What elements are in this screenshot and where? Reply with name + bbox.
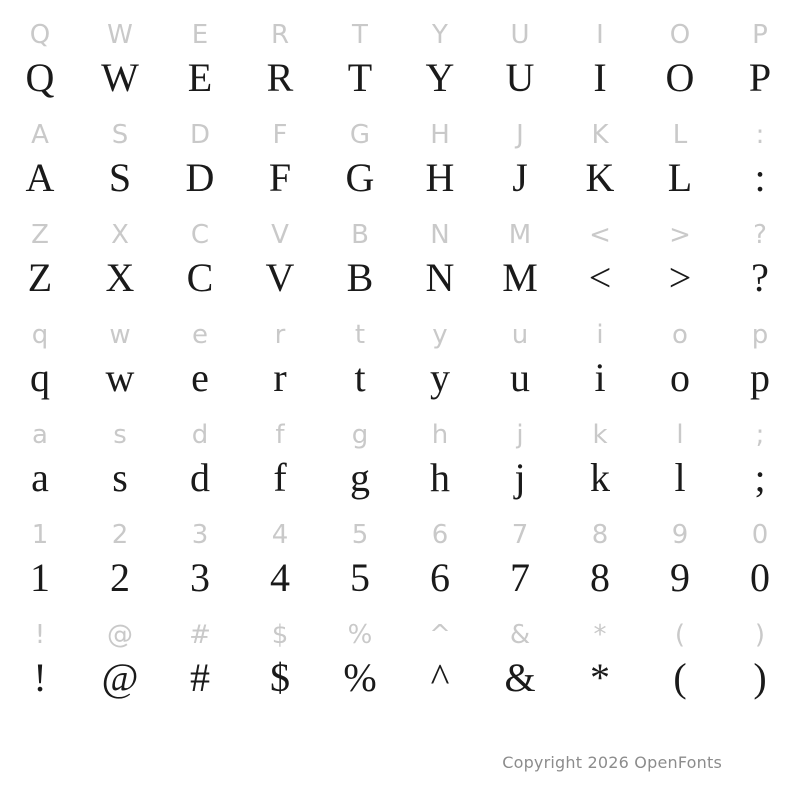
glyph-cell: K — [585, 155, 615, 200]
glyph-cell: O — [669, 20, 691, 50]
glyph-cell: l — [676, 420, 684, 450]
glyph-cell: @ — [101, 655, 139, 700]
glyph-cell: r — [273, 355, 287, 400]
glyph-cell: p — [750, 355, 770, 400]
copyright-notice: Copyright 2026 OpenFonts — [502, 753, 722, 772]
glyph-cell: N — [425, 255, 455, 300]
glyph-cell: 0 — [751, 520, 769, 550]
glyph-cell: e — [192, 320, 208, 350]
glyph-row-specimen — [0, 250, 800, 300]
glyph-cell: f — [275, 420, 285, 450]
glyph-cell: P — [748, 55, 772, 100]
glyph-cell: E — [187, 55, 213, 100]
glyph-cell: > — [669, 220, 691, 250]
glyph-cell: M — [502, 255, 538, 300]
glyph-cell: 6 — [430, 555, 450, 600]
glyph-cell: F — [272, 120, 288, 150]
glyph-row-specimen — [0, 350, 800, 400]
glyph-cell: B — [346, 255, 374, 300]
glyph-cell: Q — [29, 20, 51, 50]
glyph-cell: @ — [107, 620, 133, 650]
glyph-cell: * — [593, 620, 607, 650]
glyph-cell: e — [191, 355, 209, 400]
glyph-cell: # — [190, 655, 210, 700]
glyph-cell: a — [32, 420, 48, 450]
glyph-cell: T — [352, 20, 368, 50]
glyph-cell: y — [430, 355, 450, 400]
glyph-cell: 8 — [591, 520, 609, 550]
glyph-cell: ? — [753, 220, 767, 250]
glyph-row-label — [0, 300, 800, 350]
glyph-row-specimen — [0, 550, 800, 600]
glyph-cell: ! — [34, 620, 46, 650]
glyph-cell: D — [189, 120, 211, 150]
glyph-cell: ? — [751, 255, 769, 300]
glyph-cell: E — [191, 20, 209, 50]
glyph-cell: i — [596, 320, 604, 350]
glyph-cell: & — [504, 655, 536, 700]
glyph-cell: G — [345, 155, 375, 200]
glyph-cell: p — [751, 320, 769, 350]
glyph-cell: G — [349, 120, 371, 150]
glyph-cell: C — [186, 255, 214, 300]
glyph-cell: 4 — [271, 520, 289, 550]
glyph-row-label — [0, 500, 800, 550]
glyph-cell: J — [516, 120, 524, 150]
glyph-cell: u — [510, 355, 530, 400]
glyph-row-label — [0, 400, 800, 450]
glyph-cell: L — [667, 155, 693, 200]
glyph-cell: 9 — [670, 555, 690, 600]
glyph-cell: R — [266, 55, 294, 100]
glyph-cell: f — [273, 455, 287, 500]
glyph-cell: B — [351, 220, 369, 250]
glyph-cell: X — [105, 255, 135, 300]
glyph-cell: 8 — [590, 555, 610, 600]
glyph-cell: q — [30, 355, 50, 400]
glyph-cell: H — [430, 120, 450, 150]
glyph-cell: s — [113, 420, 127, 450]
glyph-cell: L — [672, 120, 688, 150]
glyph-cell: < — [588, 255, 612, 300]
glyph-cell: I — [596, 20, 604, 50]
glyph-cell: t — [354, 355, 366, 400]
glyph-cell: h — [431, 420, 449, 450]
glyph-cell: X — [111, 220, 129, 250]
glyph-cell: > — [668, 255, 692, 300]
glyph-cell: R — [270, 20, 290, 50]
glyph-cell: d — [191, 420, 209, 450]
glyph-cell: Z — [27, 255, 53, 300]
glyph-cell: 0 — [750, 555, 770, 600]
glyph-cell: 1 — [30, 555, 50, 600]
glyph-cell: H — [425, 155, 455, 200]
glyph-cell: N — [430, 220, 450, 250]
glyph-row-specimen — [0, 50, 800, 100]
glyph-cell: W — [107, 20, 133, 50]
glyph-cell: : — [755, 120, 765, 150]
glyph-cell: W — [101, 55, 139, 100]
glyph-cell: M — [508, 220, 532, 250]
glyph-cell: o — [670, 355, 690, 400]
glyph-cell: P — [752, 20, 768, 50]
glyph-cell: ( — [674, 620, 686, 650]
glyph-row-specimen — [0, 650, 800, 700]
glyph-cell: ) — [753, 655, 767, 700]
glyph-cell: 6 — [431, 520, 449, 550]
glyph-cell: 3 — [191, 520, 209, 550]
glyph-cell: k — [592, 420, 608, 450]
glyph-row-label — [0, 600, 800, 650]
glyph-cell: U — [510, 20, 530, 50]
glyph-cell: j — [514, 455, 526, 500]
glyph-cell: q — [31, 320, 49, 350]
glyph-cell: 7 — [510, 555, 530, 600]
glyph-row-specimen — [0, 150, 800, 200]
glyph-cell: k — [590, 455, 610, 500]
glyph-cell: t — [354, 320, 366, 350]
glyph-cell: ) — [754, 620, 766, 650]
glyph-cell: y — [432, 320, 448, 350]
glyph-cell: 1 — [31, 520, 49, 550]
glyph-cell: V — [265, 255, 295, 300]
glyph-cell: & — [509, 620, 531, 650]
glyph-cell: j — [516, 420, 524, 450]
glyph-row-label — [0, 100, 800, 150]
glyph-cell: % — [347, 620, 373, 650]
glyph-cell: % — [343, 655, 377, 700]
glyph-cell: d — [190, 455, 210, 500]
glyph-cell: J — [512, 155, 528, 200]
glyph-cell: ! — [33, 655, 47, 700]
glyph-cell: 5 — [350, 555, 370, 600]
glyph-cell: ^ — [429, 620, 451, 650]
glyph-cell: $ — [270, 655, 290, 700]
glyph-cell: u — [511, 320, 529, 350]
glyph-cell: S — [108, 155, 132, 200]
glyph-cell: : — [754, 155, 766, 200]
glyph-cell: < — [589, 220, 611, 250]
glyph-cell: i — [594, 355, 606, 400]
glyph-cell: U — [505, 55, 535, 100]
glyph-cell: 5 — [351, 520, 369, 550]
glyph-cell: 7 — [511, 520, 529, 550]
glyph-cell: 4 — [270, 555, 290, 600]
glyph-cell: g — [351, 420, 369, 450]
glyph-cell: ( — [673, 655, 687, 700]
glyph-cell: w — [105, 355, 135, 400]
glyph-cell: a — [31, 455, 49, 500]
glyph-cell: O — [665, 55, 695, 100]
glyph-row-specimen — [0, 450, 800, 500]
glyph-cell: V — [271, 220, 289, 250]
glyph-cell: ; — [755, 420, 765, 450]
glyph-cell: F — [268, 155, 292, 200]
glyph-cell: w — [109, 320, 131, 350]
glyph-cell: 3 — [190, 555, 210, 600]
glyph-cell: 2 — [110, 555, 130, 600]
glyph-cell: T — [347, 55, 373, 100]
glyph-cell: D — [185, 155, 215, 200]
glyph-cell: Z — [31, 220, 49, 250]
glyph-cell: 9 — [671, 520, 689, 550]
glyph-cell: * — [590, 655, 610, 700]
glyph-cell: ; — [754, 455, 766, 500]
glyph-cell: l — [674, 455, 686, 500]
glyph-row-label — [0, 200, 800, 250]
glyph-cell: I — [593, 55, 607, 100]
glyph-cell: s — [112, 455, 128, 500]
glyph-cell: o — [672, 320, 688, 350]
glyph-cell: K — [591, 120, 609, 150]
glyph-cell: Y — [432, 20, 448, 50]
glyph-cell: S — [111, 120, 129, 150]
glyph-cell: 2 — [111, 520, 129, 550]
glyph-cell: Y — [425, 55, 455, 100]
glyph-cell: h — [430, 455, 450, 500]
glyph-cell: ^ — [430, 655, 450, 700]
glyph-cell: # — [189, 620, 211, 650]
glyph-cell: $ — [271, 620, 289, 650]
glyph-row-label — [0, 0, 800, 50]
glyph-cell: A — [31, 120, 49, 150]
glyph-cell: C — [190, 220, 210, 250]
glyph-cell: Q — [25, 55, 55, 100]
glyph-cell: r — [274, 320, 286, 350]
glyph-cell: A — [25, 155, 55, 200]
glyph-cell: g — [350, 455, 370, 500]
